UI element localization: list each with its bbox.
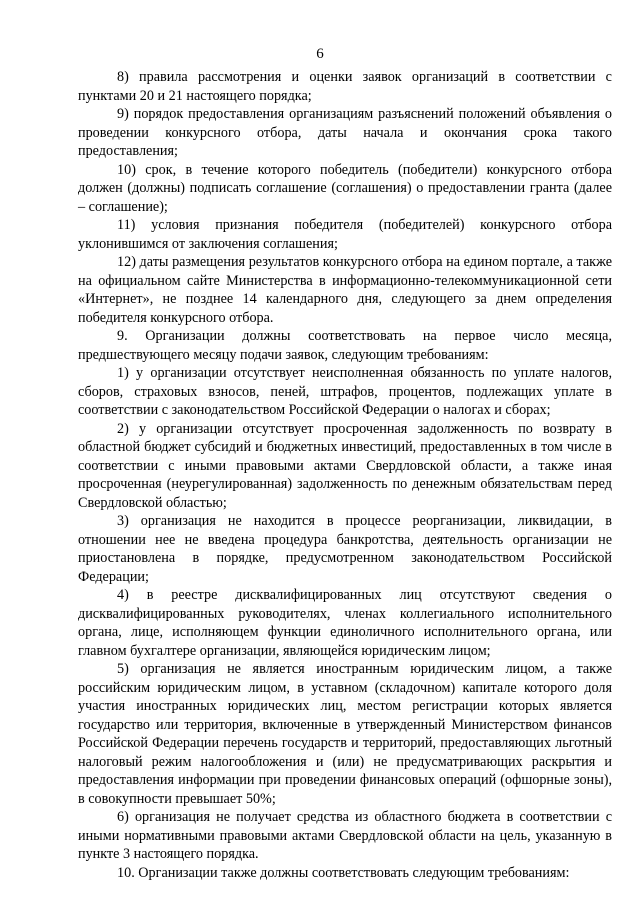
paragraph-item-8: 8) правила рассмотрения и оценки заявок организаций в соответствии с пунктами 20 и 21 настоящего порядка; <box>78 69 612 104</box>
paragraph-requirement-6: 6) организация не получает средства из областного бюджета в соответствии с иными нормативными правовыми актами Свердловской области на цель, указанную в пункте 3 настоящего порядка. <box>78 809 612 862</box>
paragraph-requirement-1: 1) у организации отсутствует неисполненная обязанность по уплате налогов, сборов, страховых взносов, пеней, штрафов, процентов, подлежащих уплате в соответствии с законодательством Российской Федерации о налогах и сборах; <box>78 365 612 418</box>
paragraph-requirement-5: 5) организация не является иностранным юридическим лицом, а также российским юридическим лицом, в уставном (складочном) капитале которого доля участия иностранных юридических лиц, местом регистрации которых является государство или территория, включенные в утвержденный Министерством финансов Российской Федерации перечень государств и территорий, предоставляющих льготный налоговый режим налогообложения и (или) не предусматривающих раскрытия и предоставления информации при проведении финансовых операций (офшорные зоны), в совокупности превышает 50%; <box>78 661 612 807</box>
paragraph-requirement-3: 3) организация не находится в процессе реорганизации, ликвидации, в отношении нее не введена процедура банкротства, деятельность организации не приостановлена в порядке, предусмотренном законодательством Российской Федерации; <box>78 513 612 585</box>
paragraph-section-10: 10. Организации также должны соответствовать следующим требованиям: <box>117 864 570 881</box>
paragraph-item-12: 12) даты размещения результатов конкурсного отбора на едином портале, а также на официальном сайте Министерства в информационно-телекоммуникационной сети «Интернет», не позднее 14 календарного дня, следующего за днем определения победителя конкурсного отбора. <box>78 254 612 326</box>
paragraph-requirement-2: 2) у организации отсутствует просроченная задолженность по возврату в областной бюджет субсидий и бюджетных инвестиций, предоставленных в том числе в соответствии с иными правовыми актами Свердловской области, а также иная просроченная (неурегулированная) задолженность по денежным обязательствам перед Свердловской областью; <box>78 420 612 511</box>
paragraph-item-9: 9) порядок предоставления организациям разъяснений положений объявления о проведении конкурсного отбора, даты начала и окончания срока такого предоставления; <box>78 106 612 159</box>
paragraph-item-10: 10) срок, в течение которого победитель (победители) конкурсного отбора должен (должны) подписать соглашение (соглашения) о предоставлении гранта (далее – соглашение); <box>78 161 612 215</box>
paragraph-item-11: 11) условия признания победителя (победителей) конкурсного отбора уклонившимся от заключения соглашения; <box>78 217 612 252</box>
document-body <box>78 68 612 882</box>
page-number: 6 <box>316 46 324 62</box>
paragraph-requirement-4: 4) в реестре дисквалифицированных лиц отсутствуют сведения о дисквалифицированных руководителях, членах коллегиального исполнительного органа, лице, исполняющем функции единоличного исполнительного органа, или главном бухгалтере организации, являющейся юридическим лицом; <box>78 587 612 659</box>
paragraph-section-9: 9. Организации должны соответствовать на первое число месяца, предшествующего месяцу подачи заявок, следующим требованиям: <box>78 328 612 363</box>
